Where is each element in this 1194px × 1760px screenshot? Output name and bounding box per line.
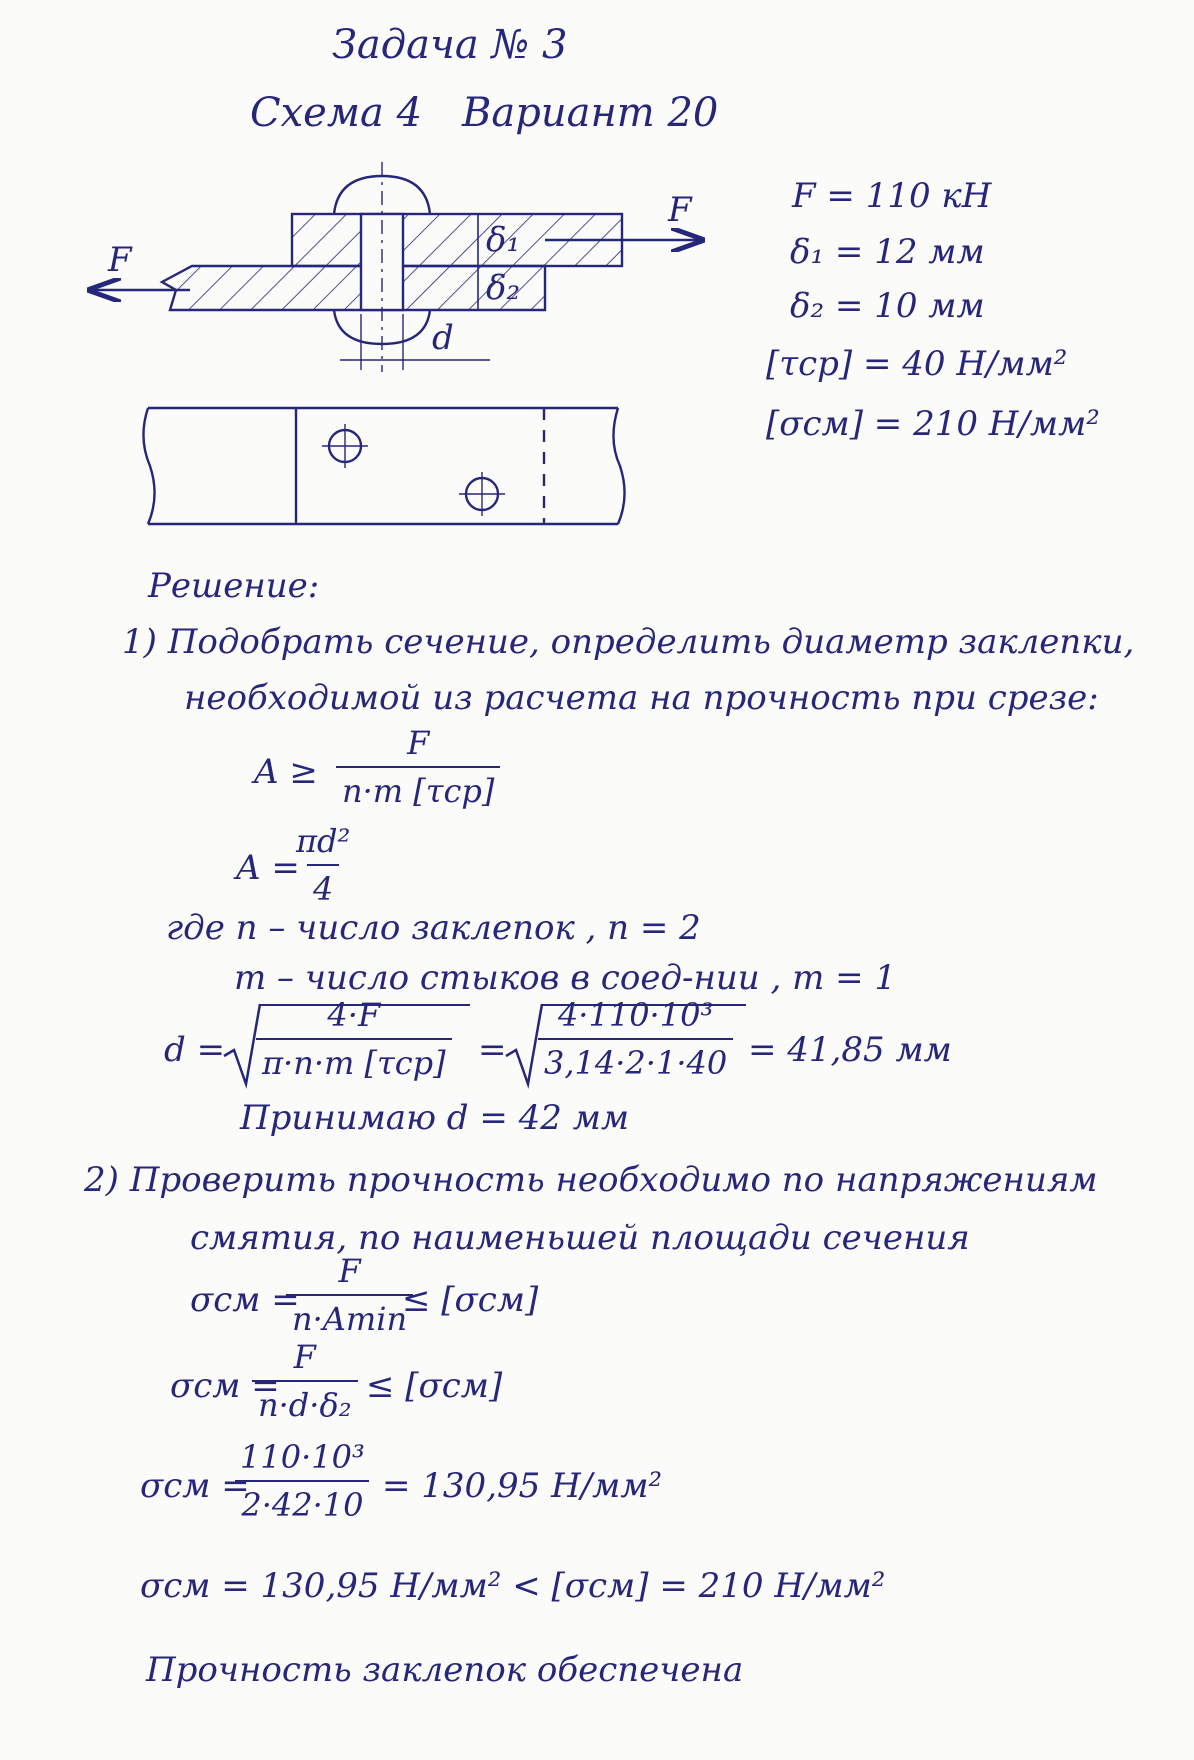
formula6-den: 2·42·10 (235, 1480, 369, 1524)
variant-label: Вариант 20 (462, 90, 719, 136)
formula3-num1: 4·F (327, 996, 381, 1034)
step2-text-1: 2) Проверить прочность необходимо по напряжениям (84, 1160, 1098, 1200)
formula1-num: F (407, 724, 430, 762)
given-force: F = 110 кН (792, 176, 992, 216)
formula4-fraction (286, 1252, 413, 1338)
formula7: σсм = 130,95 Н/мм² < [σсм] = 210 Н/мм² (140, 1566, 886, 1606)
formula5-rhs: ≤ [σсм] (366, 1366, 503, 1406)
step1-text-1: 1) Подобрать сечение, определить диаметр заклепки, (122, 622, 1135, 662)
formula6-num: 110·10³ (240, 1438, 365, 1476)
formula6-result: = 130,95 Н/мм² (382, 1466, 663, 1506)
formula1-lhs: A ≥ (254, 752, 318, 792)
conclusion: Прочность заклепок обеспечена (146, 1650, 744, 1690)
scheme-label: Схема 4 (250, 90, 423, 136)
step1-text-2: необходимой из расчета на прочность при срезе: (184, 678, 1099, 718)
d-label: d (432, 318, 454, 358)
formula1-den: n·m [τср] (336, 766, 500, 810)
plan-view-strip (143, 408, 624, 524)
accepted-diameter: Принимаю d = 42 мм (240, 1098, 630, 1138)
step2-text-2: смятия, по наименьшей площади сечения (190, 1218, 970, 1258)
where-m: m – число стыков в соед-нии , m = 1 (234, 958, 897, 998)
given-sigma: [σсм] = 210 Н/мм² (766, 404, 1100, 444)
given-delta2: δ₂ = 10 мм (790, 286, 985, 326)
formula2-fraction (290, 822, 356, 908)
formula3-lhs: d = (164, 1030, 226, 1070)
formula3-den1: π·n·m [τср] (256, 1038, 452, 1082)
formula6-lhs: σсм = (140, 1466, 250, 1506)
formula5-lhs: σсм = (170, 1366, 280, 1406)
given-delta1: δ₁ = 12 мм (790, 232, 985, 272)
delta2-label: δ₂ (486, 268, 521, 308)
formula3-num2: 4·110·10³ (557, 996, 714, 1034)
formula2-lhs: A = (236, 848, 300, 888)
rivet-joint-figure (0, 0, 1194, 560)
formula4-num: F (338, 1252, 361, 1290)
formula5-fraction (252, 1338, 358, 1424)
formula1-fraction (336, 724, 500, 810)
formula3-fraction1 (256, 996, 452, 1082)
solution-heading: Решение: (148, 566, 320, 606)
task-title: Задача № 3 (332, 22, 568, 68)
formula3-fraction2 (538, 996, 733, 1082)
formula4-den: n·Amin (286, 1294, 413, 1338)
formula3-result: = 41,85 мм (748, 1030, 952, 1070)
formula4-lhs: σсм = (190, 1280, 300, 1320)
where-n: где n – число заклепок , n = 2 (166, 908, 701, 948)
formula3-den2: 3,14·2·1·40 (538, 1038, 733, 1082)
force-left-label: F (108, 240, 132, 280)
force-right-label: F (668, 190, 692, 230)
formula4-rhs: ≤ [σсм] (402, 1280, 539, 1320)
formula2-num: πd² (296, 822, 351, 860)
formula5-den: n·d·δ₂ (252, 1380, 358, 1424)
formula3-eq: = (478, 1030, 507, 1070)
formula2-den: 4 (307, 864, 339, 908)
given-tau: [τср] = 40 Н/мм² (766, 344, 1068, 384)
formula5-num: F (293, 1338, 316, 1376)
delta1-label: δ₁ (486, 220, 521, 260)
formula6-fraction (234, 1438, 371, 1524)
